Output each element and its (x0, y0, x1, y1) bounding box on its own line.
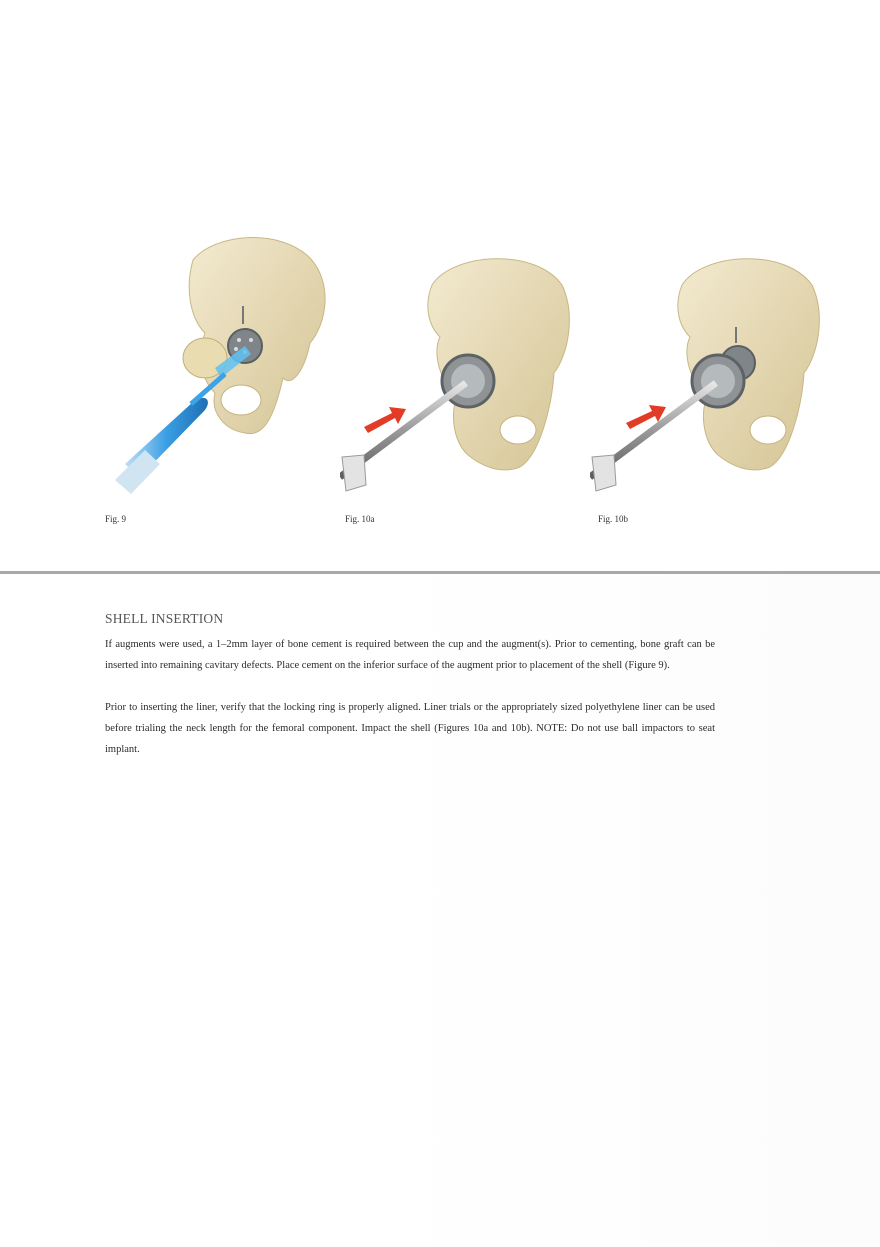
figure-10a-illustration (340, 245, 580, 495)
figure-9-illustration (105, 228, 335, 498)
figure-10b-illustration (590, 245, 830, 495)
paragraph-augment-cement: If augments were used, a 1–2mm layer of bone cement is required between the cup and the augment(s). Prior to cementing, bone graft can be inserted into remaining cavitary defects. Place cement on the inferior surface of the augment prior to placement of the shell (Figure 9). (105, 639, 715, 671)
section-heading: SHELL INSERTION (105, 611, 224, 626)
figure-10b-caption: Fig. 10b (598, 514, 629, 524)
figure-10a-caption: Fig. 10a (345, 514, 375, 524)
paragraph-liner-insertion: Prior to inserting the liner, verify that the locking ring is properly aligned. Liner trials or the appropriately sized polyethylene liner can be used before trialing the neck length for the femoral component. Impact the shell (Figures 10a and 10b). NOTE: Do not use ball impactors to seat implant. (105, 702, 715, 755)
shell-insertion-section (105, 611, 715, 760)
figure-9-caption: Fig. 9 (105, 514, 127, 524)
